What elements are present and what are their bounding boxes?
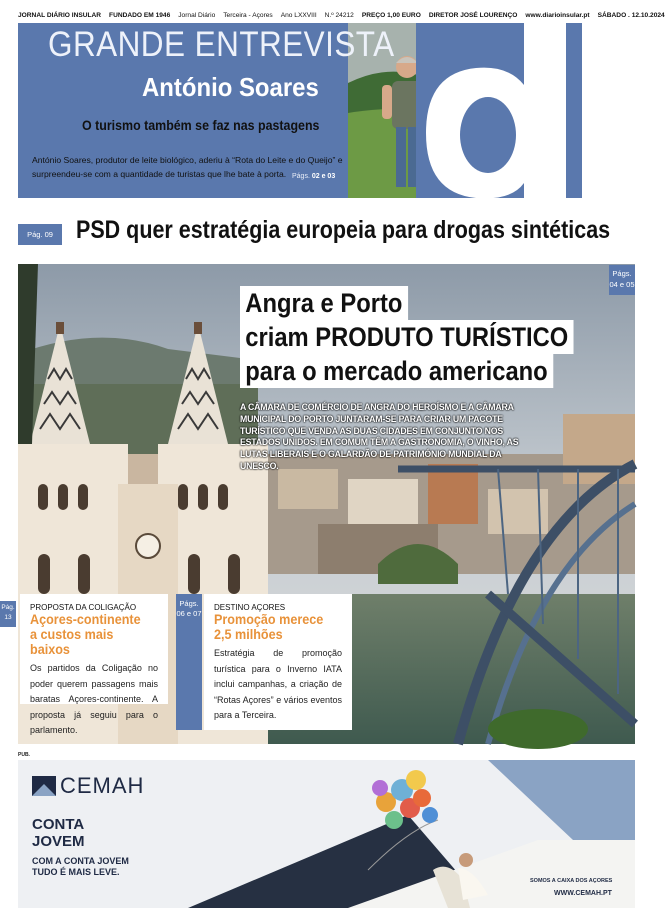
story-box-fares[interactable] (20, 594, 168, 735)
box-text: Os partidos da Coligação no poder querem passagens mais baratas Açores-continente. A proposta já seguiu para o parlamento. (30, 663, 158, 735)
info-item: PREÇO 1,00 EURO (361, 11, 421, 19)
advert-title: CONTA JOVEM (32, 816, 85, 850)
website-link[interactable]: www.diarioinsular.pt (525, 11, 590, 19)
advert-tagline: COM A CONTA JOVEM TUDO É MAIS LEVE. (32, 856, 129, 877)
box-kicker: PROPOSTA DA COLIGAÇÃO (30, 603, 137, 612)
advert-slogan: SOMOS A CAIXA DOS AÇORES (530, 878, 613, 884)
box-kicker: DESTINO AÇORES (214, 603, 286, 612)
info-item: N.º 24212 (324, 11, 354, 19)
headline-line: Angra e Porto (240, 286, 408, 320)
info-item: FUNDADO EM 1946 (109, 11, 171, 19)
cemah-logo-icon (32, 776, 56, 796)
cemah-advert[interactable] (18, 760, 635, 908)
masthead-interview[interactable] (18, 23, 635, 198)
diario-insular-logo-i (566, 23, 635, 198)
page-tag-box2: Págs. 06 e 07 (176, 594, 202, 730)
info-item: Terceira - Açores (223, 11, 273, 19)
headline-psd[interactable]: PSD quer estratégia europeia para drogas sintéticas (76, 216, 611, 244)
headline-line: criam PRODUTO TURÍSTICO (240, 320, 574, 354)
box-title-line: 2,5 milhões (214, 626, 283, 642)
interviewee-name[interactable]: António Soares (142, 72, 319, 102)
main-headline[interactable] (240, 286, 619, 388)
page-tag: Pág. 09 (18, 224, 62, 245)
newspaper-info-bar (18, 9, 665, 21)
diario-insular-logo-d (416, 23, 566, 198)
issue-date: SÁBADO . 12.10.2024 (597, 11, 665, 19)
advert-label: PUB. (18, 752, 30, 758)
interview-description: António Soares, produtor de leite biológico, aderiu à “Rota do Leite e do Queijo” e surpreendeu-se com a quantidade de turistas que lhe bate à porta. (32, 155, 343, 179)
box-title-line: a custos mais baixos (30, 626, 114, 657)
story-box-promotion[interactable] (204, 594, 352, 730)
info-item: DIRETOR JOSÉ LOURENÇO (428, 11, 518, 19)
box-title-line: Promoção merece (214, 611, 324, 627)
page-tag-box1: Pág. 13 (0, 601, 16, 627)
main-lead: A CÂMARA DE COMÉRCIO DE ANGRA DO HEROÍSMO E A CÂMARA MUNICIPAL DO PORTO JUNTARAM-SE PARA CRIAR UM PACOTE TURÍSTICO QUE VENDA AS DUAS CIDADES EM CONJUNTO NOS ESTADOS UNIDOS. EM COMUM TÊM A GASTRONOMIA, O VINHO, AS LUTAS LIBERAIS E O GALARDÃO DE PATRIMÓNIO MUNDIAL DA UNESCO. (240, 402, 519, 471)
box-title-line: Açores-continente (30, 611, 141, 627)
info-item: Jornal Diário (178, 11, 216, 19)
headline-line: para o mercado americano (240, 354, 553, 388)
page-tag-main: Págs. 04 e 05 (609, 265, 635, 295)
info-item: Ano LXXVIII (280, 11, 317, 19)
interview-subtitle: O turismo também se faz nas pastagens (82, 118, 320, 133)
cemah-brand: CEMAH (60, 773, 145, 798)
info-item: JORNAL DIÁRIO INSULAR (18, 11, 102, 19)
page-reference: Págs. 02 e 03 (292, 173, 336, 180)
section-title: GRANDE ENTREVISTA (48, 25, 395, 64)
box-text: Estratégia de promoção turística para o Inverno IATA inclui campanhas, a criação de “Rotas Açores” e vários eventos para a Terceira. (214, 648, 342, 720)
advert-url[interactable]: WWW.CEMAH.PT (554, 890, 612, 897)
